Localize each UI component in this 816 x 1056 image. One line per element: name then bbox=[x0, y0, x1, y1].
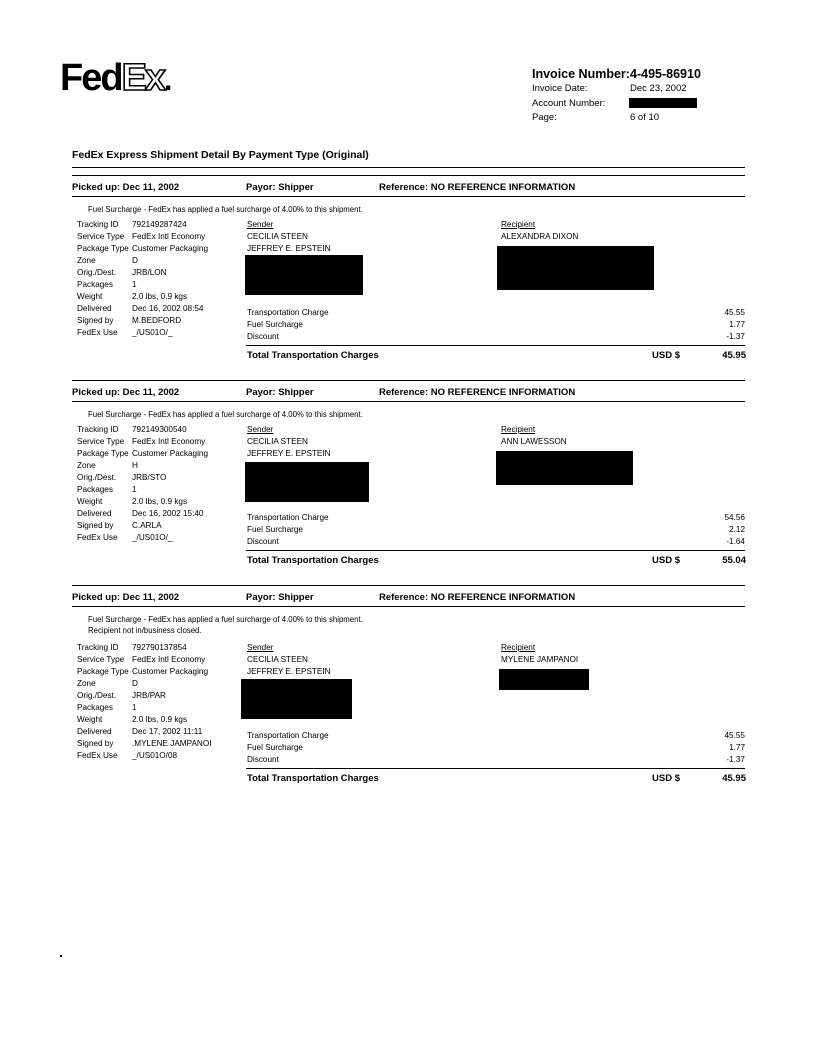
recipient-block bbox=[501, 642, 578, 666]
fuel-surcharge-label: Fuel Surcharge bbox=[247, 743, 303, 752]
divider bbox=[246, 550, 745, 551]
label-signed-by: Signed by bbox=[77, 739, 114, 748]
picked-up: Picked up: Dec 11, 2002 bbox=[72, 592, 180, 603]
sender-company: JEFFREY E. EPSTEIN bbox=[247, 667, 331, 676]
fedex-use: _/US01O/08 bbox=[132, 751, 178, 760]
divider bbox=[246, 345, 745, 346]
discount-label: Discount bbox=[247, 755, 279, 764]
package-type: Customer Packaging bbox=[132, 244, 208, 253]
fuel-surcharge-label: Fuel Surcharge bbox=[247, 320, 303, 329]
reference: Reference: NO REFERENCE INFORMATION bbox=[379, 182, 576, 193]
service-type: FedEx Intl Economy bbox=[132, 655, 206, 664]
weight: 2.0 lbs, 0.9 kgs bbox=[132, 715, 188, 724]
total-amount: 55.04 bbox=[722, 555, 746, 566]
fuel-note: Fuel Surcharge - FedEx has applied a fuel surcharge of 4.00% to this shipment. bbox=[88, 410, 363, 419]
orig-dest: JRB/LON bbox=[132, 268, 167, 277]
discount-label: Discount bbox=[247, 537, 279, 546]
weight: 2.0 lbs, 0.9 kgs bbox=[132, 497, 188, 506]
label-zone: Zone bbox=[77, 679, 96, 688]
section-divider bbox=[72, 585, 745, 586]
zone: H bbox=[132, 461, 138, 470]
section-divider bbox=[72, 380, 745, 381]
recipient-name: ALEXANDRA DIXON bbox=[501, 232, 579, 241]
delivered: Dec 16, 2002 15:40 bbox=[132, 509, 204, 518]
orig-dest: JRB/STO bbox=[132, 473, 167, 482]
transportation-charge: 45.55 bbox=[724, 308, 745, 317]
fedex-use: _/US01O/_ bbox=[132, 328, 173, 337]
recipient-label: Recipient bbox=[501, 220, 536, 229]
label-service-type: Service Type bbox=[77, 655, 125, 664]
signed-by: .MYLENE JAMPANOI bbox=[132, 739, 212, 748]
fuel-surcharge: 1.77 bbox=[729, 320, 745, 329]
currency: USD $ bbox=[652, 773, 680, 784]
transportation-charge: 54.56 bbox=[724, 513, 745, 522]
discount-label: Discount bbox=[247, 332, 279, 341]
label-package-type: Package Type bbox=[77, 244, 129, 253]
zone: D bbox=[132, 256, 138, 265]
label-orig-dest: Orig./Dest. bbox=[77, 691, 117, 700]
invoice-date: Dec 23, 2002 bbox=[630, 83, 687, 94]
fuel-surcharge: 1.77 bbox=[729, 743, 745, 752]
sender-block bbox=[247, 424, 331, 460]
label-delivered: Delivered bbox=[77, 304, 112, 313]
label-zone: Zone bbox=[77, 256, 96, 265]
service-type: FedEx Intl Economy bbox=[132, 232, 206, 241]
payor: Payor: Shipper bbox=[246, 387, 314, 398]
charge-values bbox=[665, 730, 745, 766]
detail-values bbox=[132, 219, 242, 339]
invoice-date-label: Invoice Date: bbox=[532, 83, 588, 94]
label-packages: Packages bbox=[77, 703, 113, 712]
tracking-id: 792149300540 bbox=[132, 425, 187, 434]
label-fedex-use: FedEx Use bbox=[77, 328, 118, 337]
label-zone: Zone bbox=[77, 461, 96, 470]
recipient-address-redaction bbox=[499, 669, 589, 690]
recipient-label: Recipient bbox=[501, 643, 536, 652]
sender-label: Sender bbox=[247, 425, 274, 434]
total-amount: 45.95 bbox=[722, 350, 746, 361]
divider bbox=[72, 606, 745, 607]
fuel-note: Fuel Surcharge - FedEx has applied a fuel surcharge of 4.00% to this shipment. bbox=[88, 615, 363, 624]
currency: USD $ bbox=[652, 350, 680, 361]
logo-ex: Ex bbox=[121, 57, 165, 99]
label-packages: Packages bbox=[77, 485, 113, 494]
page-title: FedEx Express Shipment Detail By Payment Type (Original) bbox=[72, 149, 369, 161]
fedex-use: _/US01O/_ bbox=[132, 533, 173, 542]
page-label: Page: bbox=[532, 112, 557, 123]
logo-fed: Fed bbox=[60, 57, 122, 99]
invoice-number-label: Invoice Number: bbox=[532, 67, 630, 81]
logo-dot: . bbox=[164, 64, 173, 97]
charge-values bbox=[665, 512, 745, 548]
label-fedex-use: FedEx Use bbox=[77, 751, 118, 760]
label-service-type: Service Type bbox=[77, 232, 125, 241]
sender-address-redaction bbox=[241, 679, 352, 719]
page-number: 6 of 10 bbox=[630, 112, 660, 123]
label-service-type: Service Type bbox=[77, 437, 125, 446]
fuel-surcharge: 2.12 bbox=[729, 525, 745, 534]
sender-name: CECILIA STEEN bbox=[247, 655, 308, 664]
sender-block bbox=[247, 219, 331, 255]
signed-by: M.BEDFORD bbox=[132, 316, 182, 325]
recipient-block bbox=[501, 424, 567, 448]
label-fedex-use: FedEx Use bbox=[77, 533, 118, 542]
picked-up: Picked up: Dec 11, 2002 bbox=[72, 387, 180, 398]
package-type: Customer Packaging bbox=[132, 449, 208, 458]
recipient-block bbox=[501, 219, 578, 243]
signed-by: C.ARLA bbox=[132, 521, 162, 530]
fedex-logo bbox=[60, 58, 172, 101]
discount: -1.37 bbox=[726, 755, 745, 764]
sender-label: Sender bbox=[247, 643, 274, 652]
label-tracking-id: Tracking ID bbox=[77, 643, 119, 652]
sender-block bbox=[247, 642, 331, 678]
divider bbox=[72, 175, 745, 176]
detail-labels bbox=[77, 219, 137, 339]
transportation-charge-label: Transportation Charge bbox=[247, 731, 329, 740]
stray-mark bbox=[60, 955, 62, 957]
label-orig-dest: Orig./Dest. bbox=[77, 473, 117, 482]
recipient-name: MYLENE JAMPANOI bbox=[501, 655, 579, 664]
packages: 1 bbox=[132, 280, 137, 289]
label-weight: Weight bbox=[77, 292, 103, 301]
packages: 1 bbox=[132, 485, 137, 494]
reference: Reference: NO REFERENCE INFORMATION bbox=[379, 387, 576, 398]
tracking-id: 792149287424 bbox=[132, 220, 187, 229]
sender-label: Sender bbox=[247, 220, 274, 229]
charge-labels bbox=[247, 307, 329, 343]
label-delivered: Delivered bbox=[77, 509, 112, 518]
recipient-label: Recipient bbox=[501, 425, 536, 434]
account-number-redaction bbox=[629, 98, 697, 108]
detail-labels bbox=[77, 424, 137, 544]
delivered: Dec 17, 2002 11:11 bbox=[132, 727, 203, 736]
zone: D bbox=[132, 679, 138, 688]
payor: Payor: Shipper bbox=[246, 592, 314, 603]
total-label: Total Transportation Charges bbox=[247, 773, 379, 784]
weight: 2.0 lbs, 0.9 kgs bbox=[132, 292, 188, 301]
fuel-note: Fuel Surcharge - FedEx has applied a fuel surcharge of 4.00% to this shipment. bbox=[88, 205, 363, 214]
divider bbox=[72, 196, 745, 197]
recipient-address-redaction bbox=[496, 451, 633, 485]
sender-name: CECILIA STEEN bbox=[247, 232, 308, 241]
divider bbox=[72, 401, 745, 402]
sender-address-redaction bbox=[245, 255, 363, 295]
label-signed-by: Signed by bbox=[77, 521, 114, 530]
label-signed-by: Signed by bbox=[77, 316, 114, 325]
sender-company: JEFFREY E. EPSTEIN bbox=[247, 449, 331, 458]
label-package-type: Package Type bbox=[77, 449, 129, 458]
invoice-number: 4-495-86910 bbox=[630, 67, 701, 81]
charge-labels bbox=[247, 730, 329, 766]
label-tracking-id: Tracking ID bbox=[77, 425, 119, 434]
sender-name: CECILIA STEEN bbox=[247, 437, 308, 446]
notes bbox=[88, 614, 363, 636]
divider bbox=[246, 768, 745, 769]
transportation-charge-label: Transportation Charge bbox=[247, 308, 329, 317]
account-number-label: Account Number: bbox=[532, 98, 606, 109]
detail-labels bbox=[77, 642, 137, 762]
orig-dest: JRB/PAR bbox=[132, 691, 166, 700]
packages: 1 bbox=[132, 703, 137, 712]
discount: -1.64 bbox=[726, 537, 745, 546]
detail-values bbox=[132, 424, 242, 544]
service-type: FedEx Intl Economy bbox=[132, 437, 206, 446]
detail-values bbox=[132, 642, 242, 762]
payor: Payor: Shipper bbox=[246, 182, 314, 193]
currency: USD $ bbox=[652, 555, 680, 566]
charge-values bbox=[665, 307, 745, 343]
discount: -1.37 bbox=[726, 332, 745, 341]
delivery-exception-note: Recipient not in/business closed. bbox=[88, 626, 202, 635]
delivered: Dec 16, 2002 08:54 bbox=[132, 304, 204, 313]
picked-up: Picked up: Dec 11, 2002 bbox=[72, 182, 180, 193]
reference: Reference: NO REFERENCE INFORMATION bbox=[379, 592, 576, 603]
label-orig-dest: Orig./Dest. bbox=[77, 268, 117, 277]
sender-company: JEFFREY E. EPSTEIN bbox=[247, 244, 331, 253]
tracking-id: 792790137854 bbox=[132, 643, 187, 652]
transportation-charge: 45.55 bbox=[724, 731, 745, 740]
label-tracking-id: Tracking ID bbox=[77, 220, 119, 229]
recipient-address-redaction bbox=[497, 246, 654, 290]
charge-labels bbox=[247, 512, 329, 548]
sender-address-redaction bbox=[245, 462, 369, 502]
recipient-name: ANN LAWESSON bbox=[501, 437, 567, 446]
total-amount: 45.95 bbox=[722, 773, 746, 784]
total-label: Total Transportation Charges bbox=[247, 555, 379, 566]
label-package-type: Package Type bbox=[77, 667, 129, 676]
label-weight: Weight bbox=[77, 497, 103, 506]
package-type: Customer Packaging bbox=[132, 667, 208, 676]
transportation-charge-label: Transportation Charge bbox=[247, 513, 329, 522]
fuel-surcharge-label: Fuel Surcharge bbox=[247, 525, 303, 534]
total-label: Total Transportation Charges bbox=[247, 350, 379, 361]
label-delivered: Delivered bbox=[77, 727, 112, 736]
divider bbox=[72, 167, 745, 168]
label-packages: Packages bbox=[77, 280, 113, 289]
label-weight: Weight bbox=[77, 715, 103, 724]
